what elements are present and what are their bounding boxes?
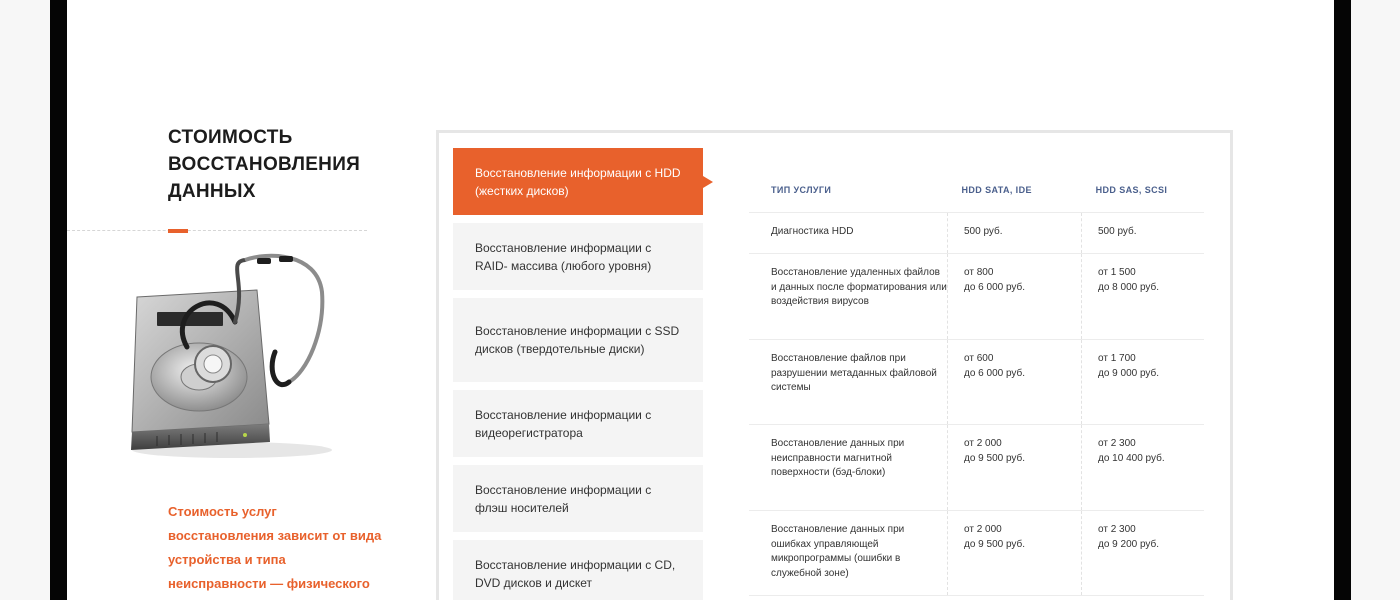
table-header (749, 167, 1204, 212)
table-row (749, 339, 1204, 424)
table-row (749, 253, 1204, 339)
table-row (749, 595, 1204, 600)
cell-sas-price: от 2 300 до 9 200 руб. (1081, 511, 1204, 595)
title-accent-dash (168, 229, 188, 233)
cell-service: Диагностика HDD (771, 226, 854, 237)
cell-sata-price: от 2 000 до 9 500 руб. (947, 425, 1081, 510)
cell-sas-price: 500 руб. (1081, 213, 1204, 253)
pricing-card (436, 130, 1233, 600)
tab-label: Восстановление информации с HDD (жестких дисков) (475, 165, 681, 198)
tab-label: Восстановление информации с видеорегистратора (475, 407, 652, 440)
tab-label: Восстановление информации с SSD дисков (твердотельные диски) (475, 324, 680, 356)
cell-service: Восстановление удаленных файлов и данных после форматирования или воздействия вирусов (771, 267, 947, 307)
cell-sata-price: от 800 до 6 000 руб. (947, 254, 1081, 339)
cell-sas-price: от 1 700 до 9 000 руб. (1081, 340, 1204, 424)
price-table (749, 167, 1204, 600)
page-content (67, 0, 1334, 600)
cell-sata-price: от 2 000 до 9 500 руб. (947, 511, 1081, 595)
frame-right-border (1334, 0, 1351, 600)
hdd-stethoscope-icon (117, 252, 347, 462)
tab-raid[interactable] (453, 223, 703, 290)
tab-ssd[interactable] (453, 298, 703, 382)
cell-service: Восстановление данных при неисправности магнитной поверхности (бэд-блоки) (771, 438, 905, 478)
cell-sas-price: от 1 500 до 8 000 руб. (1081, 254, 1204, 339)
header-hdd-sata-ide: HDD SATA, IDE (961, 184, 1032, 195)
cell-service: Восстановление файлов при разрушении метаданных файловой системы (771, 353, 937, 393)
tab-cd-dvd[interactable] (453, 540, 703, 600)
header-hdd-sas-scsi: HDD SAS, SCSI (1095, 184, 1168, 195)
table-row (749, 424, 1204, 510)
section-title: СТОИМОСТЬ ВОССТАНОВЛЕНИЯ ДАННЫХ (168, 127, 361, 202)
service-tabs (453, 148, 703, 600)
tab-hdd[interactable] (453, 148, 703, 215)
cell-sata-price: 500 руб. (947, 213, 1081, 253)
tab-flash[interactable] (453, 465, 703, 532)
cell-sas-price: от 2 300 до 10 400 руб. (1081, 425, 1204, 510)
cell-sata-price: от 600 до 6 000 руб. (947, 340, 1081, 424)
frame-left-border (50, 0, 67, 600)
table-row (749, 510, 1204, 595)
pricing-note: Стоимость услуг восстановления зависит от вида устройства и типа неисправности — физического (168, 504, 382, 591)
tab-dvr[interactable] (453, 390, 703, 457)
header-service-type: ТИП УСЛУГИ (771, 184, 832, 195)
tab-label: Восстановление информации с флэш носителей (475, 482, 652, 515)
table-row (749, 212, 1204, 253)
tab-label: Восстановление информации с RAID- массива (любого уровня) (475, 240, 652, 273)
cell-service: Восстановление данных при ошибках управляющей микропрограммы (ошибки в служебной зоне) (771, 524, 905, 579)
tab-label: Восстановление информации с CD, DVD дисков и дискет (475, 557, 676, 590)
divider (67, 230, 367, 231)
